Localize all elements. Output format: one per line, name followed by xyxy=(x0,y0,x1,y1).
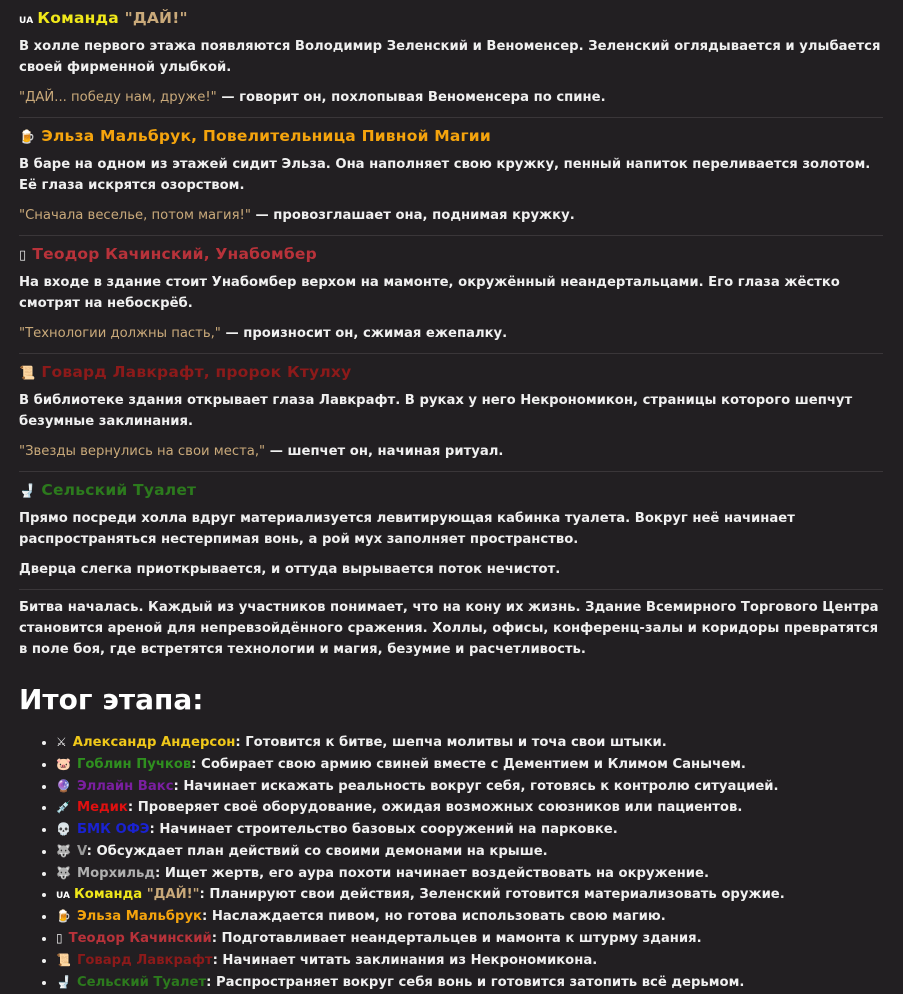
beer-icon: 🍺 xyxy=(56,909,71,924)
quote-attribution: — шепчет он, начиная ритуал. xyxy=(265,444,504,459)
summary-text: : Подготавливает неандертальцев и мамонта к штурму здания. xyxy=(211,931,702,947)
summary-item xyxy=(56,972,883,994)
summary-item xyxy=(56,950,883,972)
missing-glyph-icon: ▯ xyxy=(19,248,27,263)
summary-text: : Распространяет вокруг себя вонь и готовится затопить всё дерьмом. xyxy=(206,974,745,990)
scroll-icon: 📜 xyxy=(56,952,71,967)
character-name: Говард Лавкрафт, пророк Ктулху xyxy=(41,363,352,381)
summary-title: Итог этапа: xyxy=(19,683,204,716)
narrative-text-2: Дверца слегка приоткрывается, и оттуда вырывается поток нечистот. xyxy=(19,562,561,577)
character-name: Александр Андерсон xyxy=(72,735,236,750)
character-name: Сельский Туалет xyxy=(76,974,207,990)
missing-glyph-icon: ▯ xyxy=(56,931,63,946)
crystal-ball-icon: 🔮 xyxy=(56,778,71,793)
quote-line xyxy=(19,323,883,344)
narrative-text: В баре на одном из этажей сидит Эльза. Она наполняет свою кружку, пенный напиток переливается золотом. Её глаза искрятся озорством. xyxy=(19,157,871,193)
summary-text: : Собирает свою армию свиней вместе с Дементием и Климом Санычем. xyxy=(191,756,746,772)
story-section-team-dai xyxy=(19,0,883,118)
beer-icon: 🍺 xyxy=(19,130,36,145)
character-name: Команда xyxy=(74,886,143,902)
character-name: Эллайн Вакс xyxy=(76,778,174,794)
summary-item xyxy=(56,754,883,776)
story-section-toilet xyxy=(19,472,883,590)
quote-attribution: — говорит он, похлопывая Веноменсера по спине. xyxy=(216,90,606,105)
quote-text: "Технологии должны пасть," xyxy=(19,326,221,341)
toilet-icon: 🚽 xyxy=(56,974,71,989)
character-name: Теодор Качинский, Унабомбер xyxy=(32,245,317,263)
summary-item xyxy=(56,841,883,863)
summary-item xyxy=(56,776,883,798)
narrative-text: В библиотеке здания открывает глаза Лавкрафт. В руках у него Некрономикон, страницы которого шепчут безумные заклинания. xyxy=(19,393,853,429)
summary-item xyxy=(56,928,883,950)
section-heading xyxy=(19,0,883,36)
quote-attribution: — провозглашает она, поднимая кружку. xyxy=(250,208,575,223)
ua-flag-icon: UA xyxy=(19,16,34,26)
section-heading xyxy=(19,472,883,508)
summary-text: : Планируют свои действия, Зеленский готовится материализовать оружие. xyxy=(199,886,785,902)
narrative-text: Битва началась. Каждый из участников понимает, что на кону их жизнь. Здание Всемирного Торгового Центра становится ареной для непревзойдённого сражения. Холлы, офисы, конференц-залы и коридоры превратятся в поле боя, где встретятся технологии и магия, безумие и расчетливость. xyxy=(19,600,879,657)
summary-text: : Проверяет своё оборудование, ожидая возможных союзников или пациентов. xyxy=(127,800,743,816)
character-name: Эльза Мальбрук xyxy=(76,909,202,925)
summary-item xyxy=(56,819,883,841)
character-name: Морхильд xyxy=(76,865,155,881)
character-name: Медик xyxy=(76,800,128,816)
story-section-ted xyxy=(19,236,883,354)
section-heading xyxy=(19,354,883,390)
ua-flag-icon: UA xyxy=(56,890,70,901)
character-suffix: "ДАЙ!" xyxy=(124,9,188,27)
wolf-icon: 🐺 xyxy=(56,843,71,858)
skull-icon: 💀 xyxy=(56,822,71,837)
quote-text: "ДАЙ... победу нам, друже!" xyxy=(19,90,217,105)
character-name: V xyxy=(76,843,87,859)
summary-item xyxy=(56,863,883,885)
character-name: Гоблин Пучков xyxy=(76,756,192,772)
summary-text: : Начинает искажать реальность вокруг себя, готовясь к контролю ситуацией. xyxy=(173,778,779,794)
narrative-text: В холле первого этажа появляются Володимир Зеленский и Веноменсер. Зеленский оглядывается и улыбается своей фирменной улыбкой. xyxy=(19,39,881,75)
quote-line xyxy=(19,87,883,108)
narrative-text: На входе в здание стоит Унабомбер верхом на мамонте, окружённый неандертальцами. Его глаза жёстко смотрят на небоскрёб. xyxy=(19,275,840,311)
summary-item xyxy=(56,885,883,907)
scroll-icon: 📜 xyxy=(19,366,36,381)
summary-item xyxy=(56,906,883,928)
summary-text: : Начинает строительство базовых сооружений на парковке. xyxy=(149,822,618,838)
character-name: Эльза Мальбрук, Повелительница Пивной Магии xyxy=(41,127,491,145)
summary-text: : Наслаждается пивом, но готова использовать свою магию. xyxy=(202,909,666,925)
story-section-lovecraft xyxy=(19,354,883,472)
wolf-icon: 🐺 xyxy=(56,865,71,880)
character-name: БМК ОФЭ xyxy=(76,822,150,838)
quote-line xyxy=(19,441,883,462)
pig-icon: 🐷 xyxy=(56,756,71,771)
syringe-icon: 💉 xyxy=(56,800,71,815)
summary-list xyxy=(19,732,883,994)
quote-text: "Сначала веселье, потом магия!" xyxy=(19,208,251,223)
character-suffix: "ДАЙ!" xyxy=(142,886,200,902)
quote-line xyxy=(19,205,883,226)
character-name: Сельский Туалет xyxy=(41,481,197,499)
quote-attribution: — произносит он, сжимая ежепалку. xyxy=(220,326,508,341)
toilet-icon: 🚽 xyxy=(19,484,36,499)
summary-item xyxy=(56,797,883,819)
summary-text: : Ищет жертв, его аура похоти начинает воздействовать на окружение. xyxy=(154,865,709,881)
summary-text: : Готовится к битве, шепча молитвы и точа свои штыки. xyxy=(235,735,667,750)
section-heading xyxy=(19,236,883,272)
summary-text: : Начинает читать заклинания из Некрономикона. xyxy=(212,952,598,968)
character-name: Теодор Качинский xyxy=(68,931,212,947)
swords-icon: ⚔ xyxy=(56,735,67,749)
summary-item xyxy=(56,732,883,754)
character-name: Команда xyxy=(37,9,119,27)
quote-text: "Звезды вернулись на свои места," xyxy=(19,444,266,459)
summary-text: : Обсуждает план действий со своими демонами на крыше. xyxy=(86,843,548,859)
battle-start-section xyxy=(19,590,883,660)
story-section-elsa xyxy=(19,118,883,236)
narrative-text: Прямо посреди холла вдруг материализуется левитирующая кабинка туалета. Вокруг неё начинает распространяться нестерпимая вонь, а рой мух заполняет пространство. xyxy=(19,511,795,547)
section-heading xyxy=(19,118,883,154)
character-name: Говард Лавкрафт xyxy=(76,952,213,968)
